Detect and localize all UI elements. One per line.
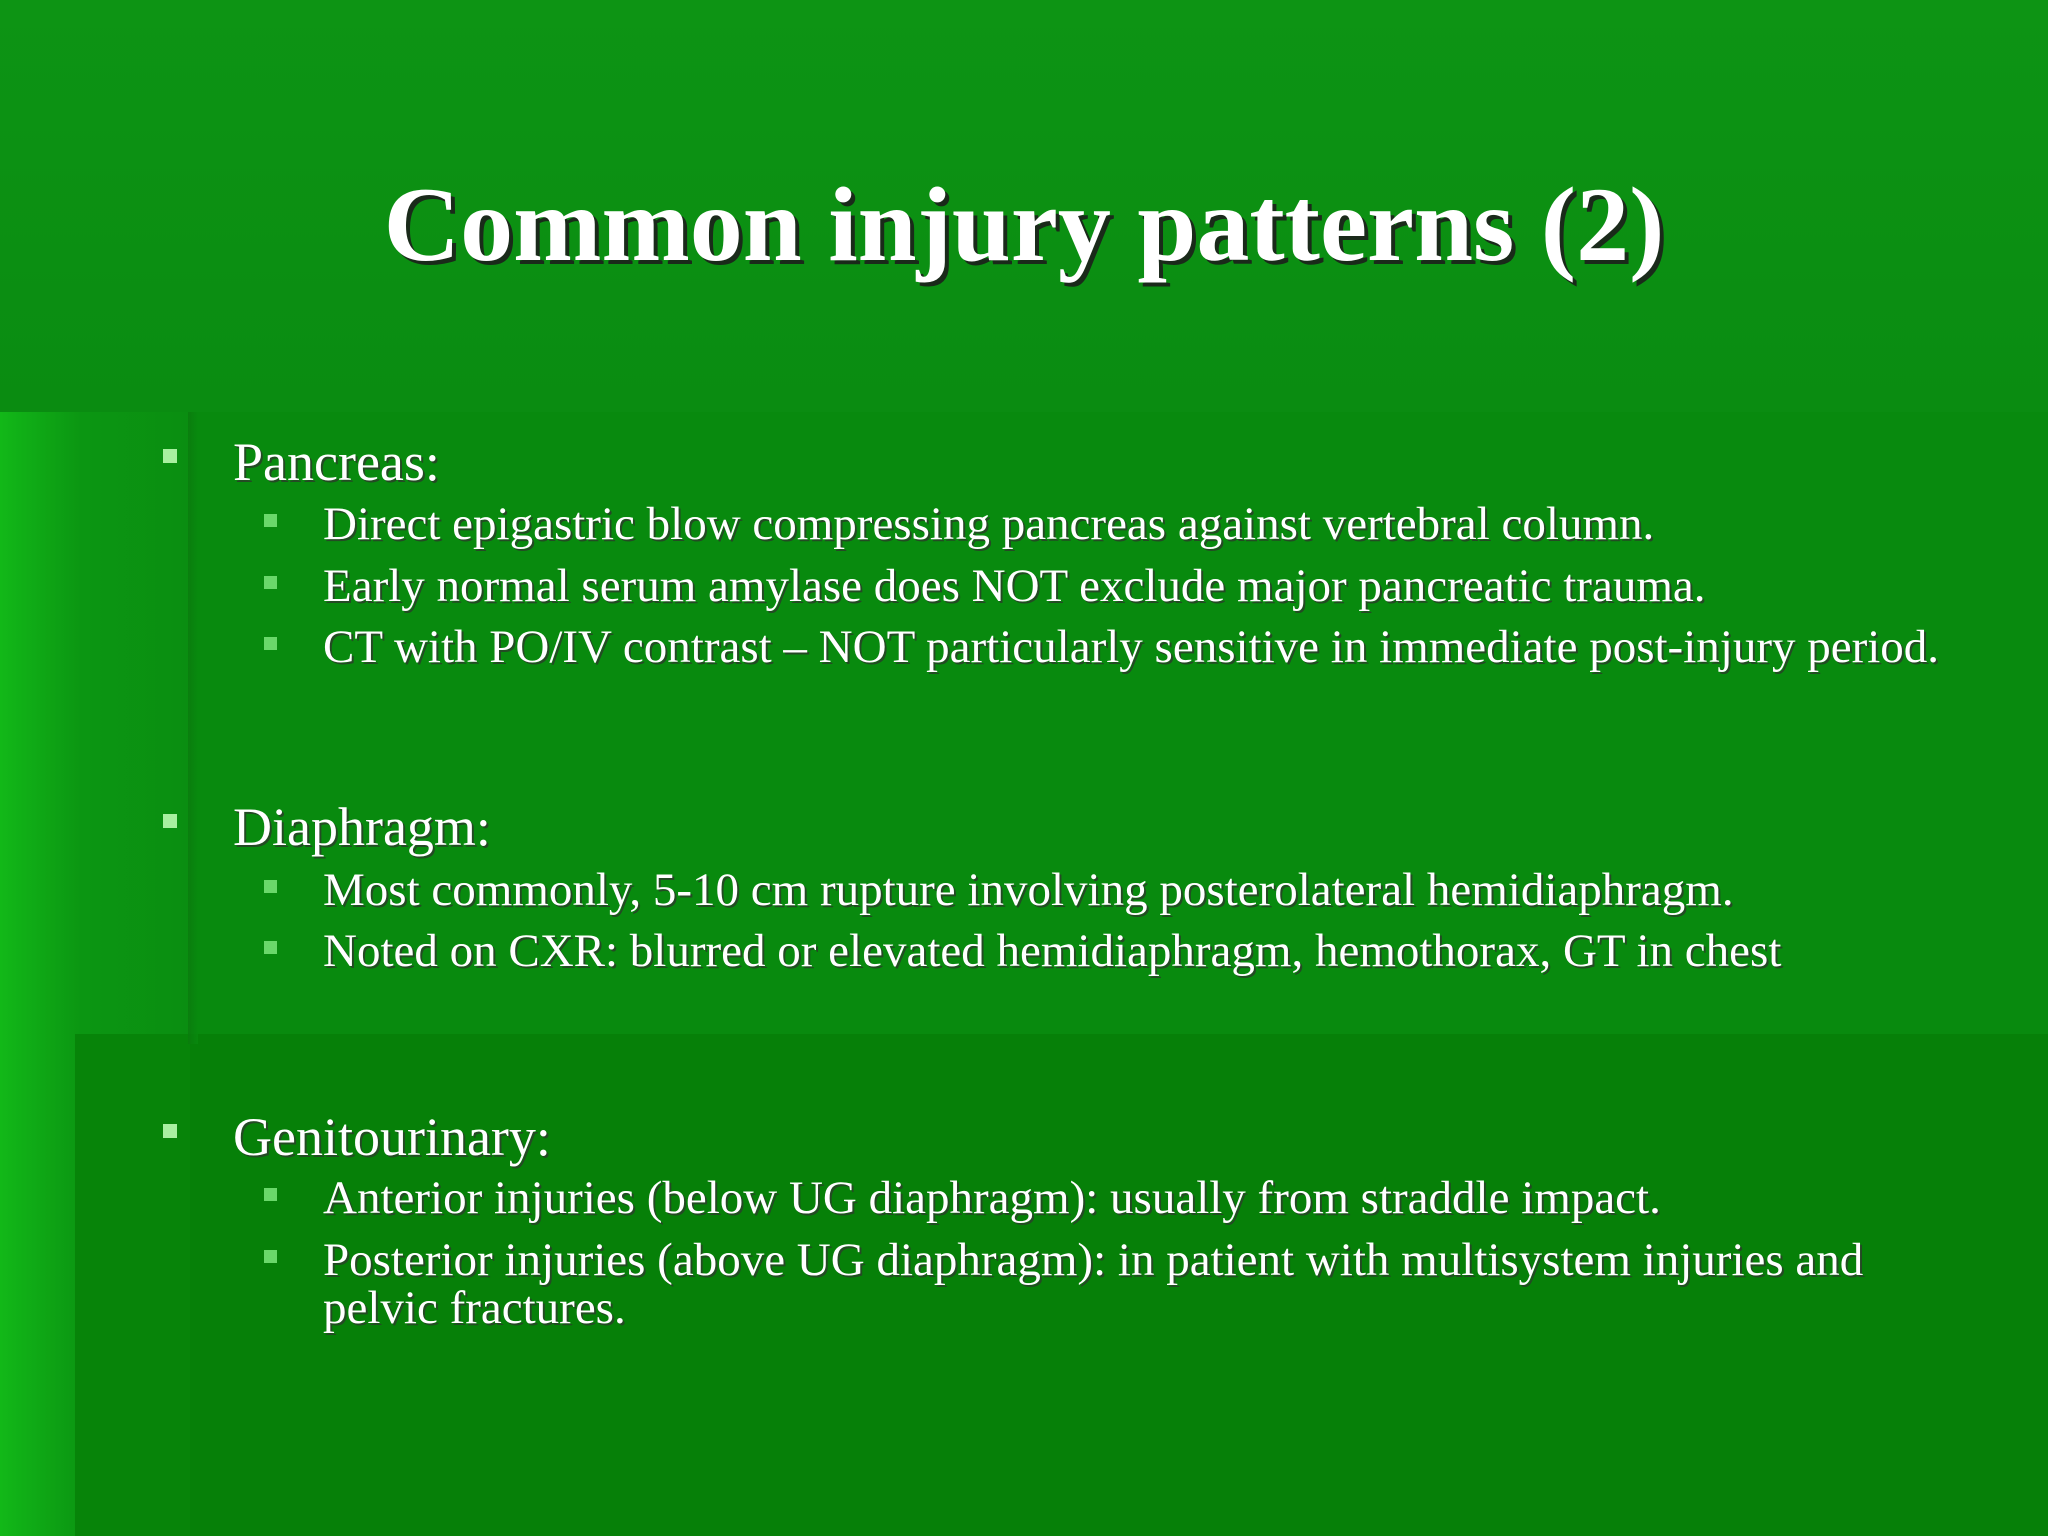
item-bullet — [264, 1188, 277, 1201]
section-bullet — [163, 814, 177, 828]
list-item: Noted on CXR: blurred or elevated hemidiaphragm, hemothorax, GT in chest — [323, 925, 1782, 977]
section-label-pancreas: Pancreas: — [233, 432, 440, 492]
section-bullet — [163, 449, 177, 463]
slide-title: Common injury patterns (2) — [383, 166, 1665, 283]
section-bullet — [163, 1124, 177, 1138]
item-bullet — [264, 637, 277, 650]
item-bullet — [264, 514, 277, 527]
list-item: Anterior injuries (below UG diaphragm): usually from straddle impact. — [323, 1172, 1661, 1224]
list-item: Early normal serum amylase does NOT exclude major pancreatic trauma. — [323, 560, 1706, 612]
section-label-genitourinary: Genitourinary: — [233, 1107, 551, 1167]
section-label-diaphragm: Diaphragm: — [233, 797, 491, 857]
item-bullet — [264, 576, 277, 589]
item-bullet — [264, 1250, 277, 1263]
item-bullet — [264, 880, 277, 893]
item-bullet — [264, 941, 277, 954]
list-item: Posterior injuries (above UG diaphragm): in patient with multisystem injuries and pelvic fractures. — [323, 1234, 1864, 1334]
list-item: Direct epigastric blow compressing pancreas against vertebral column. — [323, 498, 1655, 550]
list-item: CT with PO/IV contrast – NOT particularly sensitive in immediate post-injury period. — [323, 621, 1940, 673]
list-item: Most commonly, 5-10 cm rupture involving posterolateral hemidiaphragm. — [323, 864, 1734, 916]
